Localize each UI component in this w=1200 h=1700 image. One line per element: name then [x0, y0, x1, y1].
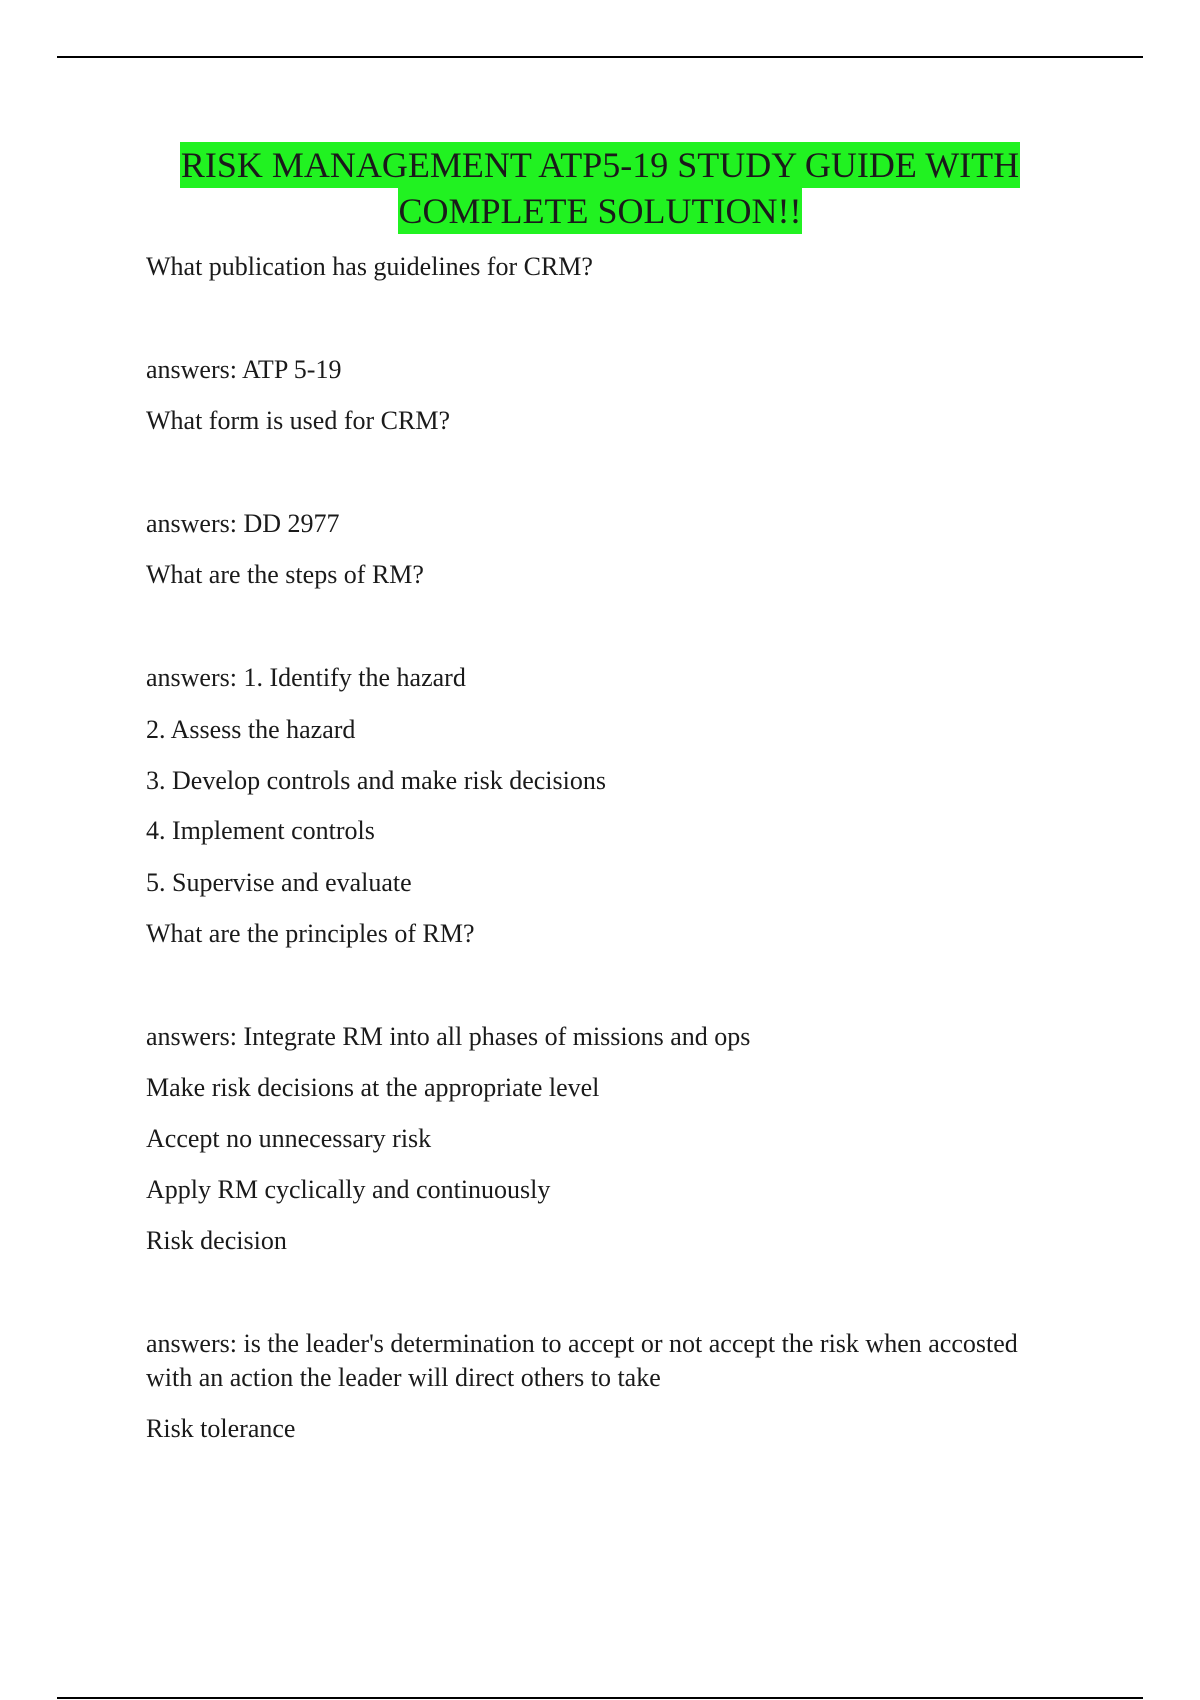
question-risk-tolerance: Risk tolerance	[146, 1414, 296, 1443]
answer-principles-1: answers: Integrate RM into all phases of missions and ops	[146, 1022, 751, 1051]
answer-steps-3: 3. Develop controls and make risk decisions	[146, 766, 606, 795]
answer-steps-1: answers: 1. Identify the hazard	[146, 663, 466, 692]
question-steps: What are the steps of RM?	[146, 560, 424, 589]
footer-rule	[57, 1697, 1143, 1699]
answer-principles-3: Accept no unnecessary risk	[146, 1124, 432, 1153]
answer-risk-decision: answers: is the leader's determination to accept or not accept the risk when accosted with an action the leader will direct others to take	[146, 1329, 1018, 1392]
question-publication: What publication has guidelines for CRM?	[146, 252, 593, 281]
answer-principles-2: Make risk decisions at the appropriate level	[146, 1073, 600, 1102]
document-title	[0, 142, 1200, 234]
question-risk-decision: Risk decision	[146, 1226, 287, 1255]
answer-publication: answers: ATP 5-19	[146, 355, 342, 384]
answer-principles-4: Apply RM cyclically and continuously	[146, 1175, 551, 1204]
answer-form: answers: DD 2977	[146, 509, 340, 538]
header-rule	[57, 56, 1143, 58]
title-line-2: COMPLETE SOLUTION!!	[398, 188, 803, 234]
answer-steps-4: 4. Implement controls	[146, 816, 375, 845]
answer-steps-5: 5. Supervise and evaluate	[146, 868, 412, 897]
question-form: What form is used for CRM?	[146, 406, 451, 435]
title-line-1: RISK MANAGEMENT ATP5-19 STUDY GUIDE WITH	[180, 142, 1020, 188]
question-principles: What are the principles of RM?	[146, 919, 475, 948]
answer-steps-2: 2. Assess the hazard	[146, 715, 356, 744]
